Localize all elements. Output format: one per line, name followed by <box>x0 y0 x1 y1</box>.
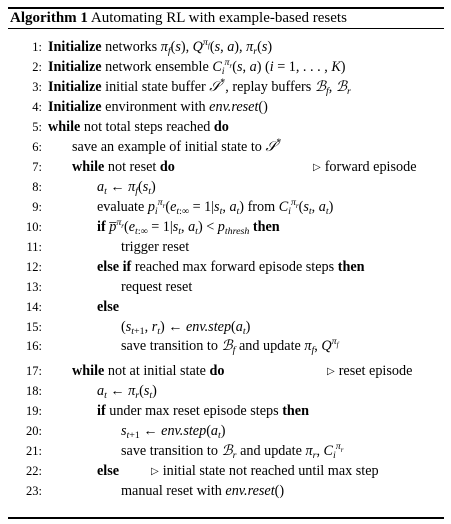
line-number: 13: <box>26 280 42 294</box>
line-text: while not total steps reached do <box>48 119 229 135</box>
algorithm-label: Algorithm 1 <box>10 10 88 26</box>
line-number: 18: <box>26 384 42 398</box>
line-number: 9: <box>32 200 42 214</box>
algorithm-line <box>8 381 444 401</box>
line-number: 1: <box>32 40 42 54</box>
line-number: 12: <box>26 260 42 274</box>
line-text: save transition to ℬ$_r$ and update $\pi_r$, $C_i^{\pi_r}$ <box>121 441 344 461</box>
algorithm-line <box>8 361 444 381</box>
algorithm-line <box>8 157 444 177</box>
line-text: Initialize environment with env.reset() <box>48 99 268 115</box>
line-text: else if reached max forward episode steps then <box>97 259 365 275</box>
algorithm-line <box>8 237 444 257</box>
comment-triangle-icon: ▷ <box>151 466 159 477</box>
algorithm-box <box>8 0 444 524</box>
algorithm-line <box>8 336 444 356</box>
line-number: 14: <box>26 300 42 314</box>
line-number: 2: <box>32 60 42 74</box>
line-number: 5: <box>32 120 42 134</box>
line-text: manual reset with env.reset() <box>121 483 285 499</box>
algorithm-line <box>8 117 444 137</box>
line-text: save transition to ℬ$_f$ and update $\pi_f$, $Q^{\pi_f}$ <box>121 336 339 356</box>
line-comment <box>313 157 417 178</box>
comment-triangle-icon: ▷ <box>313 162 321 173</box>
line-number: 23: <box>26 484 42 498</box>
algorithm-line <box>8 441 444 461</box>
line-number: 17: <box>26 364 42 378</box>
caption-rule <box>8 28 444 29</box>
line-text: $a_t$ ← $\pi_r(s_t)$ <box>97 383 157 401</box>
line-text: $a_t$ ← $\pi_f(s_t)$ <box>97 179 156 197</box>
line-comment <box>327 361 412 382</box>
line-number: 16: <box>26 339 42 353</box>
line-text: Initialize networks $\pi_f(s)$, $Q^{\pi_f}(s$, a), $\pi_r(s)$ <box>48 37 273 57</box>
line-text: trigger reset <box>121 239 190 255</box>
line-number: 7: <box>32 160 42 174</box>
line-number: 4: <box>32 100 42 114</box>
line-text: Initialize network ensemble $C_i^{\pi_r}(s$, a) (i = 1, . . . , K) <box>48 57 346 77</box>
algorithm-line <box>8 37 444 57</box>
line-number: 3: <box>32 80 42 94</box>
line-number: 10: <box>26 220 42 234</box>
line-text: if under max reset episode steps then <box>97 403 309 419</box>
line-number: 15: <box>26 320 42 334</box>
line-number: 20: <box>26 424 42 438</box>
algorithm-line <box>8 177 444 197</box>
line-text: $s_{t+1}$ ← $env.step(a_t)$ <box>121 423 226 441</box>
algorithm-line <box>8 217 444 237</box>
line-text: evaluate $p_i^{\pi_r}(e_{t:\infty} = 1|s_t$, $a_t$) from $C_i^{\pi_r}(s_t$, $a_t$) <box>97 197 334 217</box>
algorithm-line <box>8 481 444 501</box>
algorithm-line <box>8 277 444 297</box>
line-number: 8: <box>32 180 42 194</box>
line-number: 21: <box>26 444 42 458</box>
algorithm-caption <box>10 7 347 28</box>
line-comment <box>151 461 379 482</box>
algorithm-line <box>8 401 444 421</box>
line-text: else <box>97 299 120 315</box>
line-text: request reset <box>121 279 193 295</box>
comment-triangle-icon: ▷ <box>327 366 335 377</box>
line-number: 19: <box>26 404 42 418</box>
algorithm-line <box>8 461 444 481</box>
bottom-rule <box>8 517 444 519</box>
algorithm-line <box>8 257 444 277</box>
algorithm-line <box>8 77 444 97</box>
line-text: if $p̅^{\pi_r}(e_{t:\infty} = 1|s_t$, $a_t) < p_{thresh}$ then <box>97 217 280 237</box>
algorithm-line <box>8 197 444 217</box>
algorithm-line <box>8 137 444 157</box>
comment-text: forward episode <box>324 159 417 175</box>
line-text: while not at initial state do <box>72 363 225 379</box>
line-text: save an example of initial state to 𝒮* <box>72 137 282 155</box>
line-number: 22: <box>26 464 42 478</box>
line-text: else <box>97 463 120 479</box>
algorithm-line <box>8 421 444 441</box>
comment-text: initial state not reached until max step <box>162 463 379 479</box>
line-text: while not reset do <box>72 159 175 175</box>
line-text: Initialize initial state buffer 𝒮*, replay buffers ℬ$_f$, ℬ$_r$ <box>48 77 351 97</box>
algorithm-line <box>8 297 444 317</box>
comment-text: reset episode <box>338 363 413 379</box>
algorithm-line <box>8 317 444 337</box>
line-text: ($s_{t+1}$, $r_t$) ← $env.step(a_t)$ <box>121 319 251 337</box>
line-number: 11: <box>26 240 42 254</box>
line-number: 6: <box>32 140 42 154</box>
algorithm-line <box>8 57 444 77</box>
algorithm-title: Automating RL with example-based resets <box>90 10 347 26</box>
algorithm-line <box>8 97 444 117</box>
